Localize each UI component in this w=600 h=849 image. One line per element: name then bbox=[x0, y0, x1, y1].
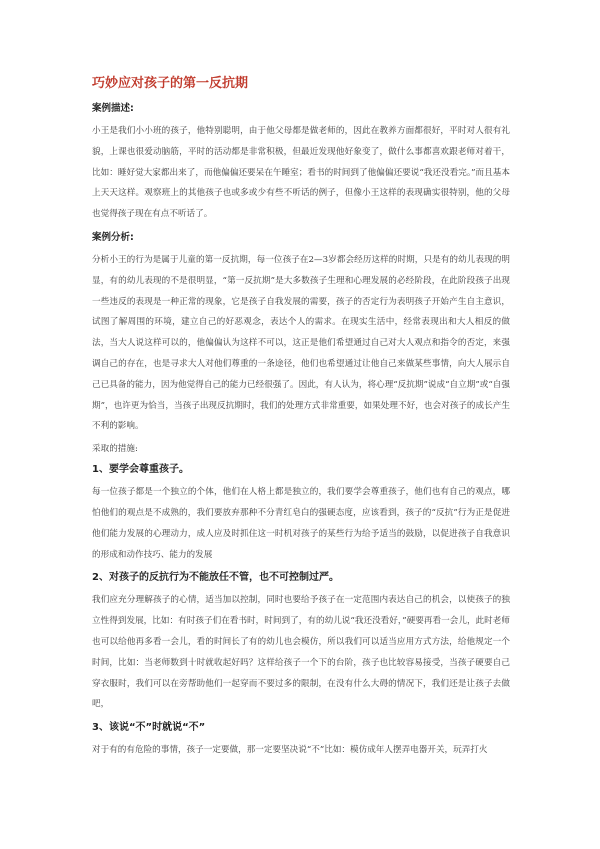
case-analysis-heading: 案例分析: bbox=[92, 231, 134, 243]
measure-2-heading: 2、对孩子的反抗行为不能放任不管，也不可控制过严。 bbox=[92, 572, 339, 584]
measure-1-heading: 1、要学会尊重孩子。 bbox=[92, 464, 189, 476]
measure-1-text: 每一位孩子都是一个独立的个体，他们在人格上都是独立的，我们要学会尊重孩子，他们也有自己的观点，哪怕他们的观点是不成熟的，我们要放弃那种不分青红皂白的强硬态度，应该看到，孩子的“反抗”行为正是促进他们能力发展的心理动力，成人应及时抓住这一时机对孩子的某些行为给予适当的鼓励，以促进孩子自我意识的形成和动作技巧、能力的发展 bbox=[92, 487, 510, 560]
document-page bbox=[92, 76, 510, 767]
case-description-heading: 案例描述: bbox=[92, 103, 134, 114]
case-analysis-text: 分析小王的行为是属于儿童的第一反抗期，每一位孩子在2—3岁都会经历这样的时期，只是有的幼儿表现的明显，有的幼儿表现的不是很明显，“第一反抗期”是大多数孩子生理和心理发展的必经阶段，在此阶段孩子出现一些违反的表现是一种正常的现象，它是孩子自我发展的需要，孩子的否定行为表明孩子开始产生自主意识，试图了解周围的环境，建立自己的好恶观念，表达个人的需求。在现实生活中，经常表现出和大人相反的做法，当大人说这样可以的，他偏偏认为这样不可以，这正是他们希望通过自己对大人观点和指令的否定，来强调自己的存在，也是寻求大人对他们尊重的一条途径，他们也希望通过让他自己来做某些事情，向大人展示自己已具备的能力，因为他觉得自己的能力已经很强了。因此，有人认为，将心理“反抗期”说成“自立期”或“自强期”，也许更为恰当，当孩子出现反抗期时，我们的处理方式非常重要，如果处理不好，也会对孩子的成长产生不利的影响。 bbox=[92, 254, 510, 432]
measures-label: 采取的措施: bbox=[92, 444, 138, 455]
measure-3-text: 对于有的有危险的事情，孩子一定要做，那一定要坚决说“不”比如：模仿成年人摆弄电器开关，玩弄打火 bbox=[92, 745, 488, 756]
measure-3-heading: 3、该说“不”时就说“不” bbox=[92, 722, 206, 734]
measure-2-text: 我们应充分理解孩子的心情，适当加以控制，同时也要给予孩子在一定范围内表达自己的机会，以使孩子的独立性得到发展，比如：有时孩子们在看书时，时间到了，有的幼儿说“我还没看好，”硬要再看一会儿，此时老师也可以给他再多看一会儿，看的时间长了有的幼儿也会模仿，所以我们可以适当应用方式方法，给他规定一个时间，比如：当老师数到十时就收起好吗？这样给孩子一个下的台阶，孩子也比较容易接受，当孩子硬要自己穿衣服时，我们可以在旁帮助他们一起穿而不要过多的限制，在没有什么大碍的情况下，我们还是让孩子去做吧， bbox=[92, 595, 510, 710]
document-title: 巧妙应对孩子的第一反抗期 bbox=[92, 76, 249, 91]
case-description-text: 小王是我们小小班的孩子，他特别聪明，由于他父母都是做老师的，因此在教养方面都很好，平时对人很有礼貌，上课也很爱动脑筋，平时的活动都是非常积极，但最近发现他好象变了，做什么事都喜欢跟老师对着干，比如：睡好觉大家都出来了，而他偏偏还要呆在午睡室；看书的时间到了他偏偏还要说“我还没看完。”而且基本上天天这样。观察班上的其他孩子也或多或少有些不听话的例子，但像小王这样的表现确实很特别，他的父母也觉得孩子现在有点不听话了。 bbox=[92, 126, 510, 220]
